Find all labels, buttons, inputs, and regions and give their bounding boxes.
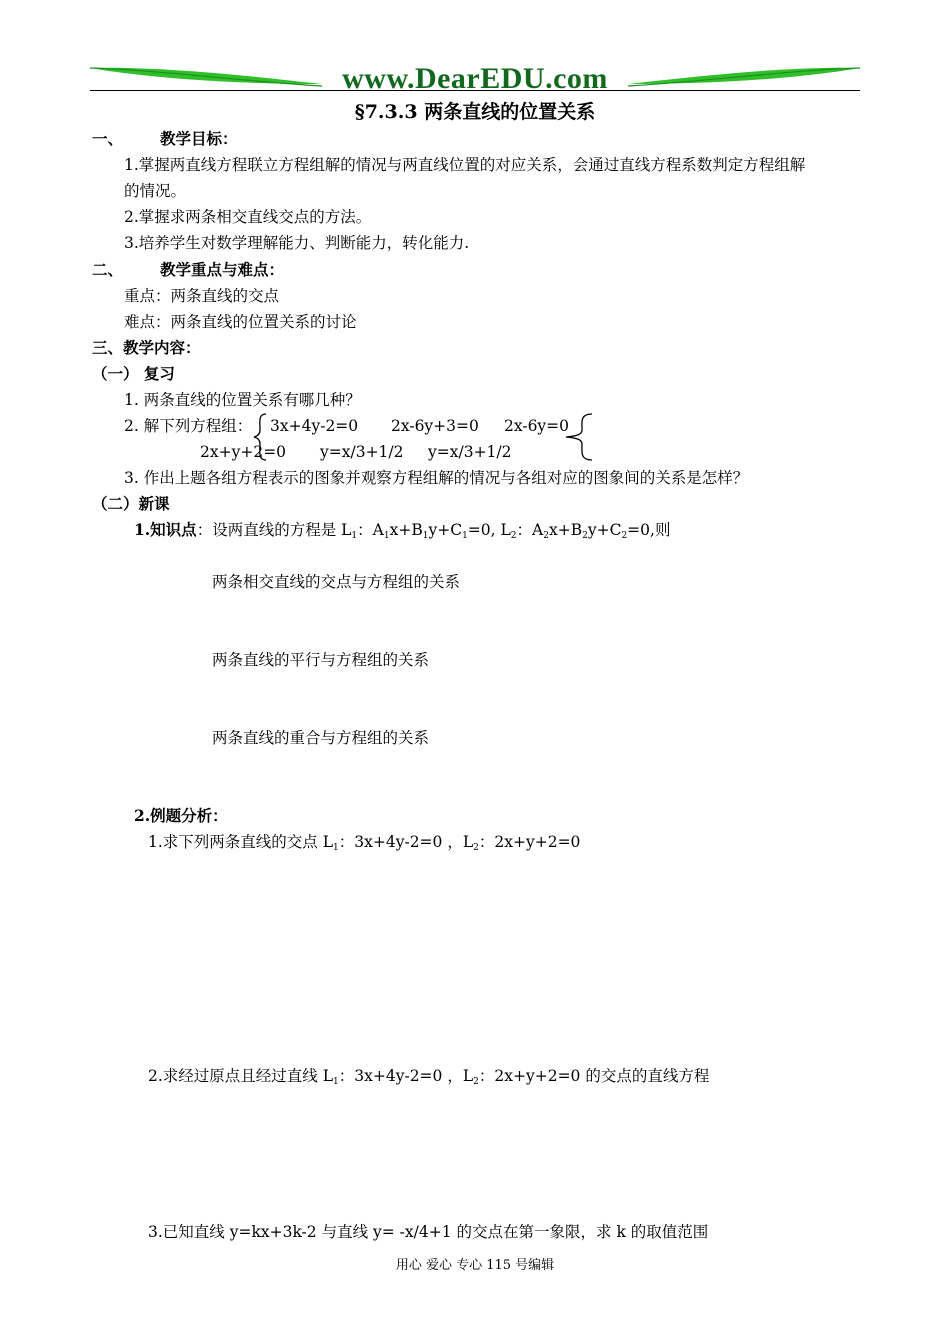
section2-number: 二、 (92, 260, 124, 279)
example-3: 3.已知直线 y=kx+3k-2 与直线 y= -x/4+1 的交点在第一象限，求 k 的取值范围 (148, 1223, 709, 1241)
system2-eq-bottom: y=x/3+1/2 (320, 443, 404, 461)
section1-heading: 教学目标： (160, 129, 238, 148)
objective-1: 1.掌握两直线方程联立方程组解的情况与两直线位置的对应关系，会通过直线方程系数判定方程组解 (124, 156, 806, 174)
page-title: §7.3.3 两条直线的位置关系 (354, 101, 596, 123)
section2-heading: 教学重点与难点： (160, 260, 285, 279)
header-rule (90, 90, 860, 91)
section1-number: 一、 (92, 129, 124, 148)
system2-eq-top: 2x-6y+3=0 (391, 417, 479, 435)
section3-heading: 三、教学内容： (92, 338, 201, 357)
knowledge-point: 1.知识点：设两直线的方程是 $L_1$：$A_1x+B_1y+C_1=0$, $L_2$：$A_2x+B_2y+C_2=0$,则 (134, 520, 671, 541)
system3-eq-top: 2x-6y=0 (504, 417, 570, 435)
example-1: 1.求下列两条直线的交点 $L_1$：3x+4y-2=0 ，$L_2$：2x+y+2=0 (148, 833, 581, 853)
knowledge-point-label: 1.知识点 (134, 520, 197, 539)
system1-eq-top: 3x+4y-2=0 (270, 417, 359, 435)
review-question-2-label: 2. 解下列方程组： (124, 417, 253, 435)
relation-parallel: 两条直线的平行与方程组的关系 (212, 651, 430, 669)
objective-3: 3.培养学生对数学理解能力、判断能力，转化能力. (124, 234, 470, 252)
review-question-3: 3. 作出上题各组方程表示的图象并观察方程组解的情况与各组对应的图象间的关系是怎样？ (124, 469, 749, 487)
page-footer: 用心 爱心 专心 115 号编辑 (395, 1258, 555, 1273)
objective-1-cont: 的情况。 (124, 182, 187, 200)
site-url: www.DearEDU.com (342, 62, 608, 95)
system1-eq-bottom: 2x+y+2=0 (200, 443, 287, 461)
left-brace-icon (562, 412, 596, 462)
review-question-1: 1. 两条直线的位置关系有哪几种？ (124, 391, 361, 409)
relation-coincide: 两条直线的重合与方程组的关系 (212, 729, 430, 747)
example-2: 2.求经过原点且经过直线 $L_1$：3x+4y-2=0 ，$L_2$：2x+y+2=0 的交点的直线方程 (148, 1067, 710, 1087)
objective-2: 2.掌握求两条相交直线交点的方法。 (124, 208, 372, 226)
review-heading: （一） 复习 (92, 364, 175, 383)
examples-heading: 2.例题分析： (134, 806, 228, 825)
relation-intersect: 两条相交直线的交点与方程组的关系 (212, 573, 461, 591)
key-point: 重点：两条直线的交点 (124, 287, 280, 305)
difficult-point: 难点：两条直线的位置关系的讨论 (124, 313, 357, 331)
new-lesson-heading: （二）新课 (92, 494, 170, 513)
system3-eq-bottom: y=x/3+1/2 (428, 443, 512, 461)
